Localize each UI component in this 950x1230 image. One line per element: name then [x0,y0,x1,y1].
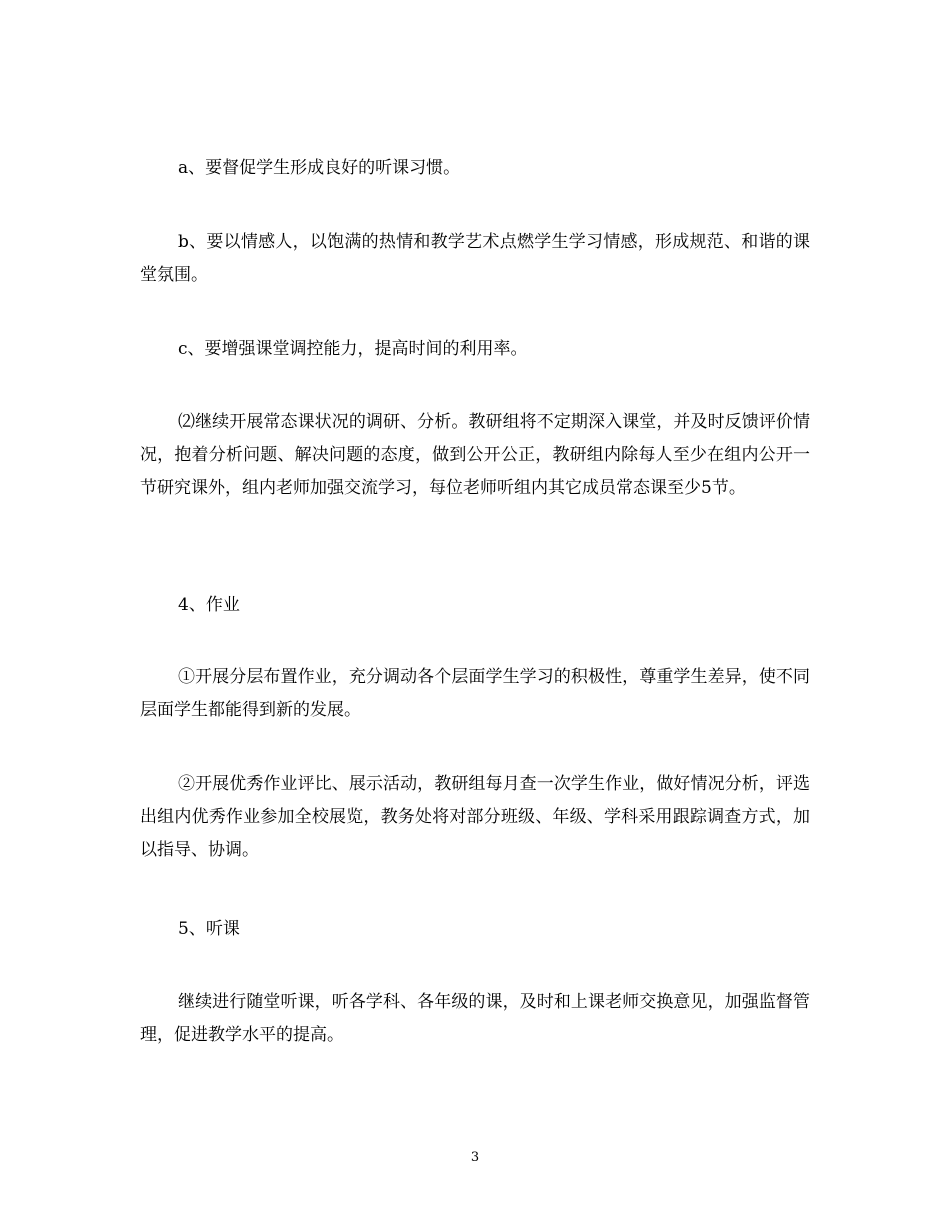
paragraph-b: b、要以情感人，以饱满的热情和教学艺术点燃学生学习情感，形成规范、和谐的课堂氛围。 [140,232,810,285]
paragraph-a: a、要督促学生形成良好的听课习惯。 [178,158,461,178]
paragraph-homework-1: ①开展分层布置作业，充分调动各个层面学生学习的积极性，尊重学生差异，使不同层面学生都能得到新的发展。 [140,667,810,720]
section-heading-lesson-observation: 5、听课 [178,919,240,939]
page-number: 3 [470,1150,480,1165]
section-heading-homework: 4、作业 [178,595,240,615]
paragraph-homework-2: ②开展优秀作业评比、展示活动，教研组每月查一次学生作业，做好情况分析，评选出组内优秀作业参加全校展览，教务处将对部分班级、年级、学科采用跟踪调查方式，加以指导、协调。 [140,774,810,860]
paragraph-c: c、要增强课堂调控能力，提高时间的利用率。 [178,339,528,359]
paragraph-item-2: ⑵继续开展常态课状况的调研、分析。教研组将不定期深入课堂，并及时反馈评价情况，抱着分析问题、解决问题的态度，做到公开公正，教研组内除每人至少在组内公开一节研究课外，组内老师加强交流学习，每位老师听组内其它成员常态课至少5节。 [140,412,810,498]
paragraph-lesson-observation: 继续进行随堂听课，听各学科、各年级的课，及时和上课老师交换意见，加强监督管理，促进教学水平的提高。 [140,992,810,1045]
